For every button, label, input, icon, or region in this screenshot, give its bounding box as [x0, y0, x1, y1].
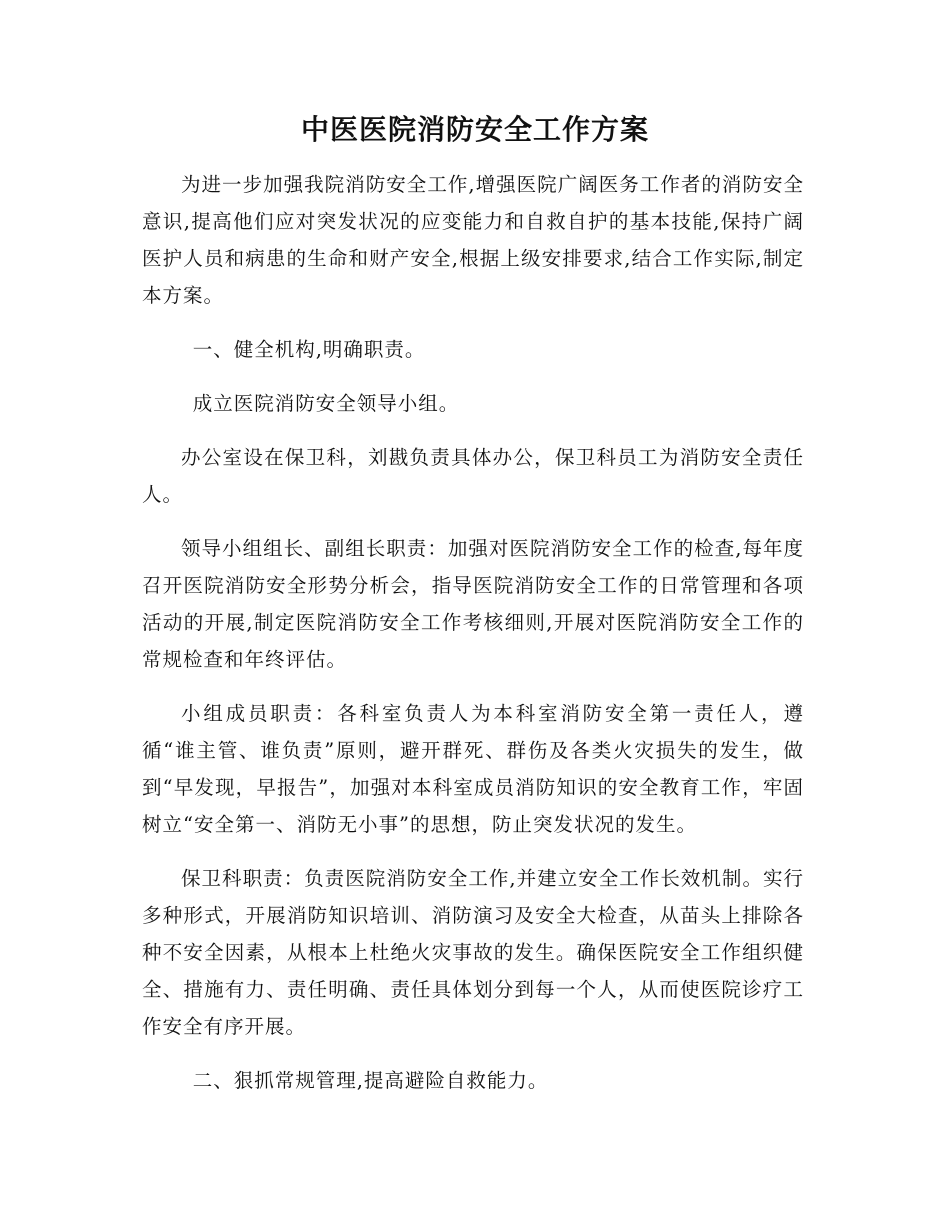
section-heading-1: 一、健全机构,明确职责。 [192, 338, 426, 361]
intro-paragraph: 为进一步加强我院消防安全工作,增强医院广阔医务工作者的消防安全意识,提高他们应对突发状况的应变能力和自救自护的基本技能,保持广阔医护人员和病患的生命和财产安全,根据上级安排要求,结合工作实际,制定本方案。 [142, 173, 804, 307]
section-heading-2: 二、狠抓常规管理,提高避险自救能力。 [192, 1069, 549, 1092]
document-title: 中医医院消防安全工作方案 [300, 113, 649, 146]
paragraph-member-duties: 小组成员职责：各科室负责人为本科室消防安全第一责任人，遵循“谁主管、谁负责”原则，避开群死、群伤及各类火灾损失的发生，做到“早发现，早报告”，加强对本科室成员消防知识的安全教育工作，牢固树立“安全第一、消防无小事”的思想，防止突发状况的发生。 [142, 702, 804, 836]
document-body [142, 166, 804, 1099]
paragraph-security-duties: 保卫科职责：负责医院消防安全工作,并建立安全工作长效机制。实行多种形式，开展消防知识培训、消防演习及安全大检查，从苗头上排除各种不安全因素，从根本上杜绝火灾事故的发生。确保医院安全工作组织健全、措施有力、责任明确、责任具体划分到每一个人，从而使医院诊疗工作安全有序开展。 [142, 867, 804, 1038]
paragraph-office: 办公室设在保卫科，刘戡负责具体办公，保卫科员工为消防安全责任人。 [142, 446, 804, 506]
paragraph-leader-duties: 领导小组组长、副组长职责：加强对医院消防安全工作的检查,每年度召开医院消防安全形势分析会，指导医院消防安全工作的日常管理和各项活动的开展,制定医院消防安全工作考核细则,开展对医院消防安全工作的常规检查和年终评估。 [142, 537, 804, 671]
paragraph-leadership-group: 成立医院消防安全领导小组。 [192, 392, 460, 415]
